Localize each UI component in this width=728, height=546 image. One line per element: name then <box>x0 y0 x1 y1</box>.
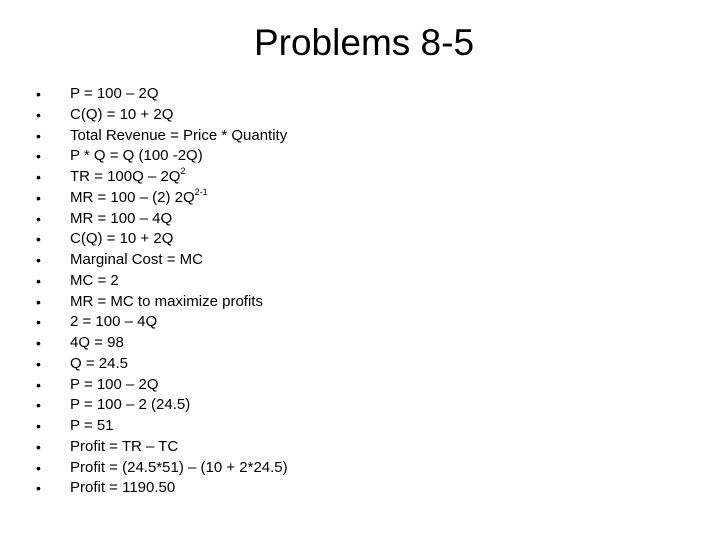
bullet-text <box>70 375 159 396</box>
bullet-text <box>70 146 203 167</box>
bullet-dot-icon: • <box>36 355 41 372</box>
bullet-text-main: P = 100 – 2Q <box>70 375 159 393</box>
bullet-dot-icon: • <box>36 231 41 248</box>
bullet-dot-icon: • <box>36 252 41 268</box>
bullet-text-main: P = 100 – 2Q <box>70 85 159 102</box>
bullet-text <box>70 209 172 230</box>
bullet-dot-icon: • <box>36 272 41 289</box>
bullet-text-main: C(Q) = 10 + 2Q <box>70 105 174 123</box>
bullet-text-main: TR = 100Q – 2Q <box>70 168 181 185</box>
bullet-text-main: MR = 100 – (2) 2Q <box>70 188 195 206</box>
bullet-text <box>70 167 186 188</box>
bullet-text <box>70 105 173 126</box>
bullet-dot-icon: • <box>36 210 41 227</box>
bullet-dot-icon: • <box>36 148 41 165</box>
bullet-text-main: P = 51 <box>70 417 114 434</box>
bullet-text <box>70 478 175 499</box>
bullet-dot-icon: • <box>36 127 41 144</box>
bullet-text <box>70 250 203 271</box>
bullet-dot-icon: • <box>36 293 41 310</box>
bullet-dot-icon: • <box>36 106 41 123</box>
bullet-dot-icon: • <box>36 376 41 393</box>
bullet-text <box>70 437 178 458</box>
bullet-dot-icon: • <box>36 397 41 414</box>
bullet-text <box>70 416 114 437</box>
bullet-text-main: Profit = (24.5*51) – (10 + 2*24.5) <box>70 458 288 476</box>
bullet-dot-icon: • <box>36 418 41 434</box>
bullet-dot-icon: • <box>36 169 41 185</box>
bullet-text <box>70 333 124 354</box>
bullet-text-main: P * Q = Q (100 -2Q) <box>70 147 203 165</box>
bullet-text <box>70 292 263 313</box>
bullet-text-main: Profit = 1190.50 <box>70 479 176 497</box>
bullet-text <box>70 395 190 416</box>
bullet-text-superscript: 2-1 <box>194 186 208 197</box>
bullet-text-main: MC = 2 <box>70 271 119 289</box>
bullet-text-main: 2 = 100 – 4Q <box>70 313 158 331</box>
bullet-text-main: Profit = TR – TC <box>70 437 179 455</box>
bullet-text-main: Marginal Cost = MC <box>70 251 203 268</box>
slide-title: Problems 8-5 <box>253 22 475 63</box>
bullet-text-main: P = 100 – 2 (24.5) <box>70 396 191 414</box>
bullet-text-main: MR = MC to maximize profits <box>70 292 263 310</box>
bullet-text-main: C(Q) = 10 + 2Q <box>70 230 174 248</box>
bullet-dot-icon: • <box>36 314 41 331</box>
bullet-dot-icon: • <box>36 438 41 455</box>
bullet-text <box>70 312 157 333</box>
bullet-dot-icon: • <box>36 480 41 497</box>
bullet-text-superscript: 2 <box>180 166 186 176</box>
bullet-text <box>70 84 159 105</box>
bullet-dot-icon: • <box>36 335 41 351</box>
bullet-text-main: Total Revenue = Price * Quantity <box>70 126 288 144</box>
bullet-dot-icon: • <box>36 189 41 206</box>
bullet-text-main: MR = 100 – 4Q <box>70 209 173 227</box>
bullet-dot-icon: • <box>36 86 41 102</box>
bullet-text <box>70 229 173 250</box>
bullet-text <box>70 458 288 479</box>
bullet-text-main: 4Q = 98 <box>70 334 124 351</box>
bullet-text-main: Q = 24.5 <box>70 354 128 372</box>
bullet-text <box>70 188 208 209</box>
bullet-dot-icon: • <box>36 459 41 476</box>
bullet-text <box>70 354 128 375</box>
bullet-text <box>70 126 287 147</box>
bullet-text <box>70 271 119 292</box>
